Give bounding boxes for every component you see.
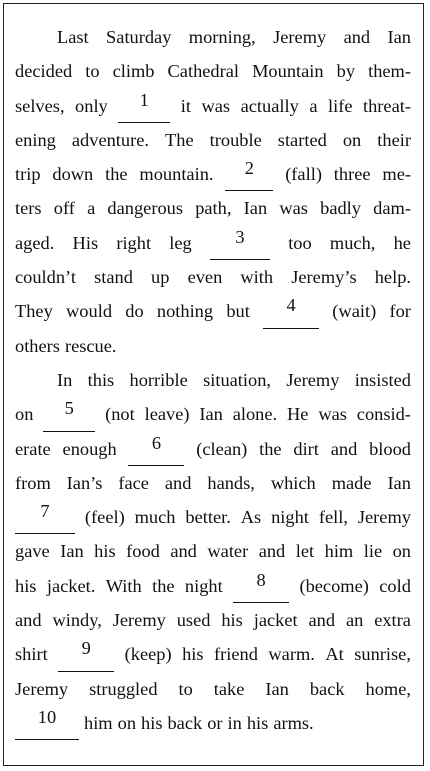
text-line [15, 329, 411, 363]
word: face [118, 472, 149, 493]
word: me- [382, 164, 411, 185]
word: Last [57, 27, 89, 47]
answer-blank[interactable]: 1 [118, 89, 170, 123]
word: his [182, 644, 204, 665]
word: leg [169, 232, 192, 253]
word: In [57, 369, 73, 390]
word: The [165, 129, 194, 150]
word: Mountain [252, 61, 324, 82]
word: his [246, 712, 269, 733]
word: dirt [293, 438, 319, 459]
word: They [15, 301, 53, 322]
word: night [271, 507, 309, 528]
word: on [15, 404, 34, 425]
answer-blank[interactable]: 10 [15, 706, 79, 740]
word: (clean) [196, 438, 248, 459]
word: their [377, 129, 411, 150]
word: even [187, 267, 223, 288]
word: windy, [52, 610, 102, 631]
word: leave) [144, 404, 190, 425]
word: Ian [387, 472, 411, 493]
word: Jeremy [15, 678, 69, 699]
word: on [342, 129, 362, 150]
word: enough [62, 438, 117, 459]
answer-blank[interactable]: 8 [233, 569, 289, 603]
word: Jeremy [357, 507, 411, 528]
word: down [52, 164, 94, 185]
text-line [15, 157, 411, 191]
word: ters [15, 198, 42, 219]
word: badly [320, 198, 361, 219]
word: decided [15, 61, 73, 82]
word: Jeremy [112, 610, 166, 631]
text-line [15, 397, 411, 431]
word: in [227, 712, 242, 733]
word: and [170, 541, 197, 562]
word: was [279, 198, 308, 219]
word: warm. [268, 644, 315, 665]
word: this [87, 369, 115, 390]
word: or [207, 712, 223, 733]
word: blood [369, 438, 411, 459]
text-line [15, 466, 411, 500]
word: from [15, 472, 51, 493]
text-line [15, 432, 411, 466]
word: His [72, 232, 99, 253]
word: Ian [199, 404, 223, 425]
word: water [207, 541, 249, 562]
word: Ian [243, 198, 268, 219]
word: back [309, 678, 345, 699]
word: fell, [318, 507, 348, 528]
word: adventure. [71, 129, 149, 150]
answer-blank[interactable]: 7 [15, 500, 75, 534]
text-line [15, 706, 411, 740]
answer-blank[interactable]: 2 [225, 157, 273, 191]
word: ening [15, 129, 56, 150]
word: Ian [60, 541, 84, 562]
word: Ian [387, 27, 411, 47]
word: Jeremy [273, 27, 327, 47]
answer-blank[interactable]: 3 [210, 226, 270, 260]
word: an [345, 610, 364, 631]
word: (keep) [124, 644, 172, 665]
word: friend [214, 644, 258, 665]
word: dangerous [107, 198, 184, 219]
word: to [178, 678, 193, 699]
text-line [15, 500, 411, 534]
answer-blank[interactable]: 4 [263, 294, 319, 328]
word: help. [374, 267, 411, 288]
word: and [343, 27, 371, 47]
word: struggled [89, 678, 158, 699]
word: home, [365, 678, 411, 699]
word: Ian [265, 678, 289, 699]
word: erate [15, 438, 51, 459]
word: the [152, 575, 175, 596]
word: was [318, 404, 347, 425]
text-line [15, 603, 411, 637]
word: path, [195, 198, 232, 219]
word: others [15, 335, 60, 356]
word: (not [105, 404, 135, 425]
word: trouble [209, 129, 262, 150]
word: jacket [253, 610, 298, 631]
word: stand [94, 267, 133, 288]
word: (feel) [84, 507, 125, 528]
word: which [270, 472, 316, 493]
word: for [389, 301, 411, 322]
word: and [308, 610, 336, 631]
text-line [15, 123, 411, 157]
word: was [201, 95, 231, 116]
word: do [125, 301, 144, 322]
word: a [87, 198, 96, 219]
word: life [327, 95, 353, 116]
word: As [240, 507, 262, 528]
word: on [392, 541, 411, 562]
text-line [15, 89, 411, 123]
word: insisted [354, 369, 411, 390]
text-line [15, 672, 411, 706]
word: only [75, 95, 108, 116]
text-line [15, 294, 411, 328]
word: (wait) [332, 301, 377, 322]
text-line [15, 637, 411, 671]
word: started [277, 129, 327, 150]
word: on [117, 712, 137, 733]
word: used [176, 610, 211, 631]
word: food [126, 541, 160, 562]
text-line [15, 54, 411, 88]
text-line [15, 569, 411, 603]
word: With [105, 575, 142, 596]
word: Jeremy [286, 369, 340, 390]
word: Cathedral [167, 61, 240, 82]
word: Jeremy’s [291, 267, 357, 288]
word: off [53, 198, 75, 219]
text-line [15, 191, 411, 225]
word: extra [374, 610, 411, 631]
word: morning, [188, 27, 256, 47]
word: better. [185, 507, 231, 528]
word: couldn’t [15, 267, 76, 288]
answer-blank[interactable]: 5 [43, 397, 95, 431]
word: the [259, 438, 282, 459]
word: actually [240, 95, 299, 116]
word: and [164, 472, 192, 493]
word: would [66, 301, 113, 322]
word: back [167, 712, 203, 733]
word: with [240, 267, 274, 288]
word: his [15, 575, 37, 596]
word: him [84, 712, 113, 733]
word: to [85, 61, 100, 82]
word: sunrise, [354, 644, 411, 665]
word: and [15, 610, 42, 631]
word: three [333, 164, 371, 185]
word: rescue. [64, 335, 117, 356]
word: him [324, 541, 354, 562]
word: much [134, 507, 176, 528]
word: aged. [15, 232, 55, 253]
text-line [15, 226, 411, 260]
word: hands, [207, 472, 255, 493]
word: horrible [129, 369, 188, 390]
word: Saturday [106, 27, 172, 47]
word: a [309, 95, 318, 116]
word: them- [368, 61, 411, 82]
text-line [15, 363, 411, 397]
word: and [330, 438, 358, 459]
word: much, [329, 232, 376, 253]
word: trip [15, 164, 41, 185]
word: arms. [273, 712, 314, 733]
word: and [258, 541, 286, 562]
word: let [295, 541, 315, 562]
word: situation, [203, 369, 272, 390]
word: shirt [15, 644, 48, 665]
word: jacket. [46, 575, 96, 596]
word: Ian’s [66, 472, 103, 493]
word: night [184, 575, 223, 596]
word: alone. [232, 404, 278, 425]
word: cold [379, 575, 411, 596]
word: his [94, 541, 116, 562]
word: (become) [299, 575, 369, 596]
word: He [287, 404, 309, 425]
word: made [331, 472, 372, 493]
word: climb [112, 61, 155, 82]
word: At [325, 644, 344, 665]
word: it [180, 95, 191, 116]
word: his [141, 712, 163, 733]
word: too [288, 232, 312, 253]
word: by [336, 61, 356, 82]
answer-blank[interactable]: 9 [58, 637, 114, 671]
word: consid- [356, 404, 411, 425]
word: right [116, 232, 152, 253]
word: take [213, 678, 245, 699]
word: dam- [373, 198, 411, 219]
word: mountain. [139, 164, 214, 185]
word: threat- [363, 95, 411, 116]
word: he [393, 232, 411, 253]
word: his [221, 610, 243, 631]
answer-blank[interactable]: 6 [128, 432, 184, 466]
text-line [15, 534, 411, 568]
passage-text [15, 20, 411, 740]
word: but [226, 301, 250, 322]
word: gave [15, 541, 50, 562]
text-line [15, 20, 411, 54]
word: the [105, 164, 128, 185]
word: (fall) [285, 164, 322, 185]
word: nothing [156, 301, 214, 322]
word: lie [363, 541, 383, 562]
text-line [15, 260, 411, 294]
word: up [151, 267, 170, 288]
word: selves, [15, 95, 65, 116]
